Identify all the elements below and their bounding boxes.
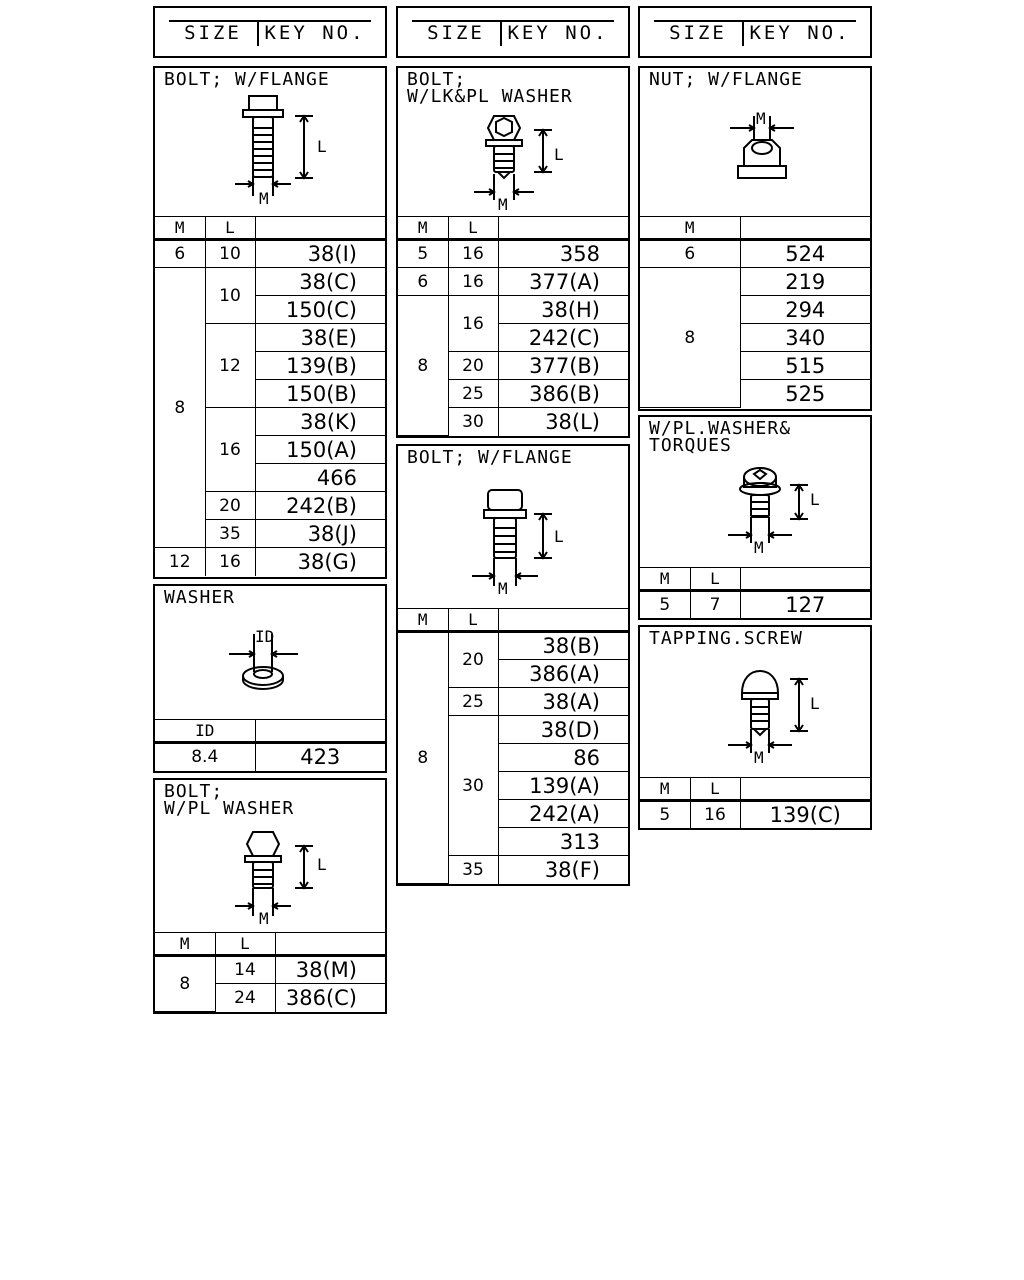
size-key-header-col1 [153,6,387,58]
key-no-cell: 386(B) [498,380,628,408]
dim-l-label: L [554,527,564,546]
key-no-cell: 139(B) [255,352,385,380]
cell-m: 5 [640,591,690,619]
key-no-cell: 38(M) [275,956,385,984]
washer-panel [153,584,387,773]
col-l: L [690,568,740,591]
dim-m-label: M [259,189,269,208]
cell-m: 8 [640,268,740,408]
cell-l: 30 [448,408,498,436]
size-key-header-col2 [396,6,630,58]
table-cell [255,720,385,743]
key-no-cell: 38(A) [498,688,628,716]
cell-m: 5 [640,801,690,829]
cell-l: 20 [448,352,498,380]
key-no-cell: 38(I) [255,240,385,268]
key-no-cell: 340 [740,324,870,352]
cell-m: 5 [398,240,448,268]
key-no-cell: 150(A) [255,436,385,464]
key-no-cell: 242(B) [255,492,385,520]
key-no-cell: 38(J) [255,520,385,548]
col-m: M [398,217,448,240]
bolt-pl-washer-panel [153,778,387,1014]
panel-title: WASHER [164,587,236,608]
key-no-cell: 377(A) [498,268,628,296]
washer-icon [215,622,335,702]
panel-title: TAPPING.SCREW [649,628,803,649]
table-cell [740,778,870,801]
pl-washer-torques-panel [638,415,872,620]
key-no-cell: 86 [498,744,628,772]
pl-washer-bolt-icon [215,820,375,930]
cell-m: 6 [398,268,448,296]
table-cell [255,217,385,240]
key-no-cell: 127 [740,591,870,619]
torx-washer-screw-icon [720,457,850,567]
key-no-cell: 294 [740,296,870,324]
dim-l-label: L [317,137,327,156]
size-key-header-col3 [638,6,872,58]
cell-l: 35 [448,856,498,884]
tapping-screw-panel [638,625,872,830]
cell-m: 8 [398,632,448,884]
cell-l: 16 [448,240,498,268]
cell-m: 8 [155,956,215,1012]
cell-l: 16 [205,548,255,576]
key-no-cell: 38(H) [498,296,628,324]
key-no-cell: 38(G) [255,548,385,576]
bolt-flange-panel-a [153,66,387,579]
col-m: M [640,217,740,240]
cell-l: 35 [205,520,255,548]
col-m: M [398,609,448,632]
cell-l: 24 [215,984,275,1012]
panel-title: W/PL.WASHER& TORQUES [649,418,792,456]
flange-bolt-icon [468,482,608,602]
table-cell [498,217,628,240]
cell-m: 8 [155,268,205,548]
table-cell [740,217,870,240]
key-no-cell: 386(A) [498,660,628,688]
key-no-cell: 386(C) [275,984,385,1012]
dim-m-label: M [754,748,764,767]
col-m: M [155,933,215,956]
dim-l-label: L [810,490,820,509]
tapping-screw-icon [720,663,850,773]
dim-id-label: ID [255,627,275,646]
cell-m: 8 [398,296,448,436]
cell-l: 10 [205,240,255,268]
key-no-cell: 38(E) [255,324,385,352]
tapping-screw-table [640,777,870,829]
cell-l: 14 [215,956,275,984]
key-no-cell: 525 [740,380,870,408]
dim-l-label: L [554,145,564,164]
key-no-cell: 466 [255,464,385,492]
key-no-cell: 377(B) [498,352,628,380]
cell-l: 7 [690,591,740,619]
size-header-label: SIZE [169,20,259,46]
nut-flange-table [640,216,870,408]
cell-l: 25 [448,380,498,408]
col-l: L [215,933,275,956]
bolt-flange-a-table [155,216,385,576]
key-no-cell: 313 [498,828,628,856]
nut-flange-panel [638,66,872,411]
key-no-cell: 150(C) [255,296,385,324]
cell-l: 10 [205,268,255,324]
key-no-cell: 242(A) [498,800,628,828]
col-l: L [448,609,498,632]
col-l: L [205,217,255,240]
lk-pl-washer-bolt-icon [468,104,608,214]
panel-title: BOLT; W/FLANGE [407,447,573,468]
bolt-flange-panel-b [396,444,630,886]
cell-l: 16 [205,408,255,492]
panel-title: BOLT; W/FLANGE [164,69,330,90]
cell-l: 16 [448,296,498,352]
flange-nut-icon [720,104,820,204]
key-no-cell: 423 [255,743,385,771]
col-m: M [640,778,690,801]
key-no-header-label: KEY NO. [507,22,609,44]
table-cell [498,609,628,632]
col-m: M [155,217,205,240]
cell-l: 12 [205,324,255,408]
key-no-cell: 38(L) [498,408,628,436]
cell-l: 20 [205,492,255,520]
table-cell [740,568,870,591]
dim-l-label: L [810,694,820,713]
col-m: M [640,568,690,591]
col-id: ID [155,720,255,743]
cell-id: 8.4 [155,743,255,771]
dim-m-label: M [259,909,269,928]
key-no-cell: 219 [740,268,870,296]
key-no-header-label: KEY NO. [264,22,366,44]
cell-m: 6 [640,240,740,268]
key-no-cell: 524 [740,240,870,268]
col-l: L [448,217,498,240]
size-header-label: SIZE [654,20,744,46]
dim-m-label: M [754,538,764,557]
bolt-pl-washer-table [155,932,385,1012]
bolt-lk-pl-washer-panel [396,66,630,438]
cell-l: 20 [448,632,498,688]
key-no-cell: 38(D) [498,716,628,744]
dim-m-label: M [498,579,508,598]
dim-m-label: M [498,195,508,214]
cell-l: 16 [690,801,740,829]
flange-bolt-icon [215,88,375,218]
bolt-lk-pl-washer-table [398,216,628,436]
cell-l: 30 [448,716,498,856]
key-no-cell: 38(B) [498,632,628,660]
washer-table [155,719,385,771]
key-no-cell: 150(B) [255,380,385,408]
cell-m: 6 [155,240,205,268]
key-no-cell: 38(F) [498,856,628,884]
key-no-header-label: KEY NO. [749,22,851,44]
panel-title: BOLT; W/LK&PL WASHER [407,69,573,107]
pl-washer-torques-table [640,567,870,619]
key-no-cell: 38(K) [255,408,385,436]
col-l: L [690,778,740,801]
key-no-cell: 358 [498,240,628,268]
size-header-label: SIZE [412,20,502,46]
cell-m: 12 [155,548,205,576]
bolt-flange-b-table [398,608,628,884]
key-no-cell: 242(C) [498,324,628,352]
dim-m-label: M [756,109,766,128]
key-no-cell: 139(A) [498,772,628,800]
key-no-cell: 515 [740,352,870,380]
cell-l: 16 [448,268,498,296]
key-no-cell: 38(C) [255,268,385,296]
table-cell [275,933,385,956]
cell-l: 25 [448,688,498,716]
key-no-cell: 139(C) [740,801,870,829]
dim-l-label: L [317,855,327,874]
panel-title: BOLT; W/PL WASHER [164,781,295,819]
panel-title: NUT; W/FLANGE [649,69,803,90]
